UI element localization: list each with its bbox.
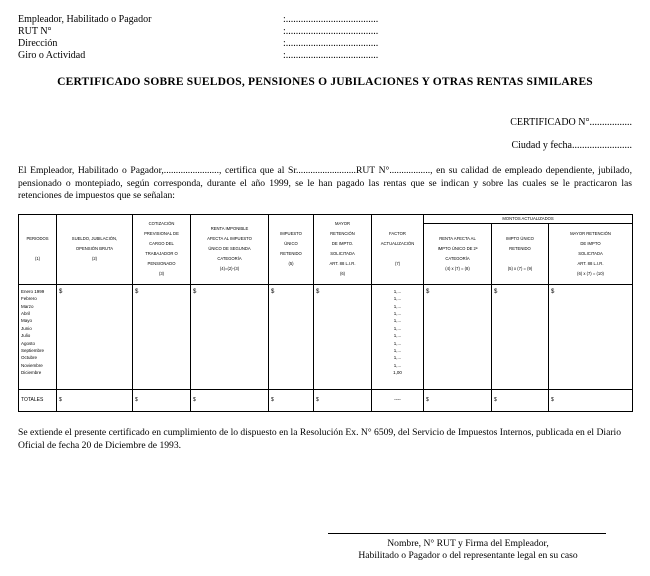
col-header-line: (5) xyxy=(288,261,294,267)
group-header-montos: MONTOS ACTUALIZADOS xyxy=(424,215,633,224)
total-renta-imponible: $ xyxy=(191,389,269,411)
factor-value: 1,... xyxy=(393,296,402,302)
total-renta-afecta: $ xyxy=(424,389,492,411)
intro-paragraph: El Empleador, Habilitado o Pagador,......................., certifica que al Sr.........................RUT N°................., en su calidad de empleado dependiente, jubilado, pensionado o montepiado, según corresponda, durante el año 1999, se le han pagado las rentas que se indican y sobre las cuales se le practicaron las retenciones de impuestos que se señalan: xyxy=(18,165,632,201)
header-label: Giro o Actividad xyxy=(18,50,86,61)
col-header-renta-imponible xyxy=(191,215,269,285)
col-header-line: AFECTA AL IMPUESTO xyxy=(207,236,252,242)
col-header-line: (4) x (7) = (8) xyxy=(445,265,470,271)
header-value: :..................................... xyxy=(283,14,379,25)
col-header-line: COTIZACIÓN xyxy=(148,221,175,227)
col-header-line: (5) x (7) = (9) xyxy=(507,265,533,271)
col-header-line: (4)=(2)-(3) xyxy=(219,266,240,272)
months-list xyxy=(19,284,57,389)
col-header-line: MAYOR xyxy=(334,221,351,227)
currency-sign: $ xyxy=(494,288,498,295)
col-header-line: SOLICITADA xyxy=(578,250,603,256)
certificate-number: CERTIFICADO N°................. xyxy=(510,117,632,128)
total-mayor-retencion: $ xyxy=(314,389,372,411)
factor-value: 1,... xyxy=(393,347,402,353)
total-cotizacion: $ xyxy=(133,389,191,411)
cell-mayor-act xyxy=(549,284,633,389)
total-factor: ---- xyxy=(372,389,424,411)
col-header-impto-retenido-act xyxy=(492,224,549,285)
col-header-line: RENTA IMPONIBLE xyxy=(210,226,249,232)
header-label: Dirección xyxy=(18,38,58,49)
currency-sign: $ xyxy=(135,288,139,295)
factors-list xyxy=(372,284,424,389)
monthly-row xyxy=(19,284,633,389)
col-header-line: (3) xyxy=(158,271,165,277)
currency-sign: $ xyxy=(551,288,555,295)
col-header-periodos xyxy=(19,215,57,285)
cell-sueldo xyxy=(57,284,133,389)
col-header-line: PERIODOS xyxy=(26,236,49,242)
factor-value: 1,... xyxy=(393,325,402,331)
month-label: Agosto xyxy=(21,340,36,346)
factor-value: 1,... xyxy=(393,318,402,324)
col-header-line: MAYOR RETENCIÓN xyxy=(570,230,611,236)
header-value: :..................................... xyxy=(283,38,379,49)
col-header-line: (6) xyxy=(339,271,346,277)
col-header-line: ÚNICO xyxy=(284,241,298,247)
col-header-line: IMPTO ÚNICO xyxy=(506,235,534,241)
month-label: Junio xyxy=(21,325,32,331)
col-header-cotizacion xyxy=(133,215,191,285)
col-header-line xyxy=(374,249,421,259)
employer-info xyxy=(18,14,418,62)
header-row-activity xyxy=(18,50,418,62)
col-header-line: PENSIONADO xyxy=(147,261,176,267)
total-impto-act: $ xyxy=(492,389,549,411)
currency-sign: $ xyxy=(316,288,320,295)
factor-value: 1,... xyxy=(393,362,402,368)
city-date: Ciudad y fecha........................ xyxy=(511,140,632,151)
currency-sign: $ xyxy=(59,288,63,295)
col-header-impuesto-retenido xyxy=(269,215,314,285)
month-label: Septiembre xyxy=(21,347,45,353)
col-header-factor xyxy=(372,215,424,285)
header-row-address xyxy=(18,38,418,50)
col-header-line: SUELDO, JUBILACIÓN, xyxy=(71,236,118,242)
col-header-line: DE IMPTO. xyxy=(331,241,354,247)
col-header-line xyxy=(21,244,54,254)
month-label: Noviembre xyxy=(21,362,43,368)
col-header-line: ACTUALIZACIÓN xyxy=(380,241,415,247)
factor-value: 1,00 xyxy=(393,370,402,376)
factor-value: 1,... xyxy=(393,355,402,361)
col-header-line: RETENIDO xyxy=(280,251,302,257)
month-label: Febrero xyxy=(21,296,37,302)
signature-line xyxy=(328,533,606,534)
factor-value: 1,... xyxy=(393,310,402,316)
month-label: Octubre xyxy=(21,355,38,361)
col-header-line: CARGO DEL xyxy=(149,241,174,247)
cell-mayor-retencion xyxy=(314,284,372,389)
month-label: Mayo xyxy=(21,318,33,324)
col-header-line: (6) x (7) = (10) xyxy=(577,270,604,276)
col-header-line: (2) xyxy=(91,256,98,262)
factor-value: 1,... xyxy=(393,288,402,294)
factor-value: 1,... xyxy=(393,303,402,309)
cell-cotizacion xyxy=(133,284,191,389)
cell-impuesto xyxy=(269,284,314,389)
header-row-employer xyxy=(18,14,418,26)
header-row-rut xyxy=(18,26,418,38)
col-header-line: FACTOR xyxy=(389,231,406,237)
month-label: Julio xyxy=(21,333,31,339)
currency-sign: $ xyxy=(426,288,430,295)
col-header-line: CATEGORÍA xyxy=(445,255,470,261)
month-label: Diciembre xyxy=(21,370,42,376)
header-label: Empleador, Habilitado o Pagador xyxy=(18,14,152,25)
col-header-renta-afecta xyxy=(424,224,492,285)
total-sueldo: $ xyxy=(57,389,133,411)
cell-renta-imponible xyxy=(191,284,269,389)
total-mayor-act: $ xyxy=(549,389,633,411)
col-header-line xyxy=(494,254,546,264)
col-header-line: SOLICITADA xyxy=(330,251,355,257)
col-header-line: RETENIDO xyxy=(509,245,531,251)
col-header-line: CATEGORÍA xyxy=(217,256,242,262)
factor-value: 1,... xyxy=(393,333,402,339)
month-label: Marzo xyxy=(21,303,34,309)
totals-label: TOTALES xyxy=(19,389,57,411)
closing-paragraph: Se extiende el presente certificado en cumplimiento de lo dispuesto en la Resolución Ex. N° 6509, del Servicio de Impuestos Internos, publicada en el Diario Oficial de fecha 20 de Diciembre de 1993. xyxy=(18,427,622,451)
total-impuesto: $ xyxy=(269,389,314,411)
month-label: Enero 1999 xyxy=(21,288,45,294)
col-header-line: IMPTO ÚNICO DE 2ª xyxy=(437,245,478,251)
header-value: :..................................... xyxy=(283,50,379,61)
header-value: :..................................... xyxy=(283,26,379,37)
col-header-line: ÚNICO DE SEGUNDA xyxy=(208,246,251,252)
currency-sign: $ xyxy=(271,288,275,295)
col-header-line: OPENSIÓN BRUTA xyxy=(75,246,114,252)
col-header-line: IMPUESTO xyxy=(280,231,302,237)
col-header-line: TRABAJADOR O xyxy=(145,251,178,257)
factor-value: 1,... xyxy=(393,340,402,346)
col-header-line: RETENCIÓN xyxy=(330,231,355,237)
header-label: RUT N° xyxy=(18,26,52,37)
currency-sign: $ xyxy=(193,288,197,295)
col-header-line: (7) xyxy=(394,261,401,267)
col-header-line: ART. 88 L.I.R. xyxy=(329,261,356,267)
col-header-line: RENTA AFECTA AL xyxy=(439,235,476,241)
col-header-mayor-retencion-act xyxy=(549,224,633,285)
document-title: CERTIFICADO SOBRE SUELDOS, PENSIONES O JUBILACIONES Y OTRAS RENTAS SIMILARES xyxy=(57,76,593,88)
col-header-sueldo xyxy=(57,215,133,285)
col-header-line: DE IMPTO xyxy=(580,240,601,246)
col-header-line: PREVISIONAL DE xyxy=(144,231,179,237)
cell-renta-afecta xyxy=(424,284,492,389)
signature-caption-2: Habilitado o Pagador o del representante legal en su caso xyxy=(358,550,578,561)
month-label: Abril xyxy=(21,310,31,316)
income-table xyxy=(18,214,633,412)
cell-impto-act xyxy=(492,284,549,389)
col-header-line: (1) xyxy=(34,256,41,262)
col-header-mayor-retencion xyxy=(314,215,372,285)
totals-row xyxy=(19,389,633,411)
col-header-line: ART. 88 L.I.R. xyxy=(577,260,604,266)
signature-caption-1: Nombre, N° RUT y Firma del Empleador, xyxy=(387,538,549,549)
